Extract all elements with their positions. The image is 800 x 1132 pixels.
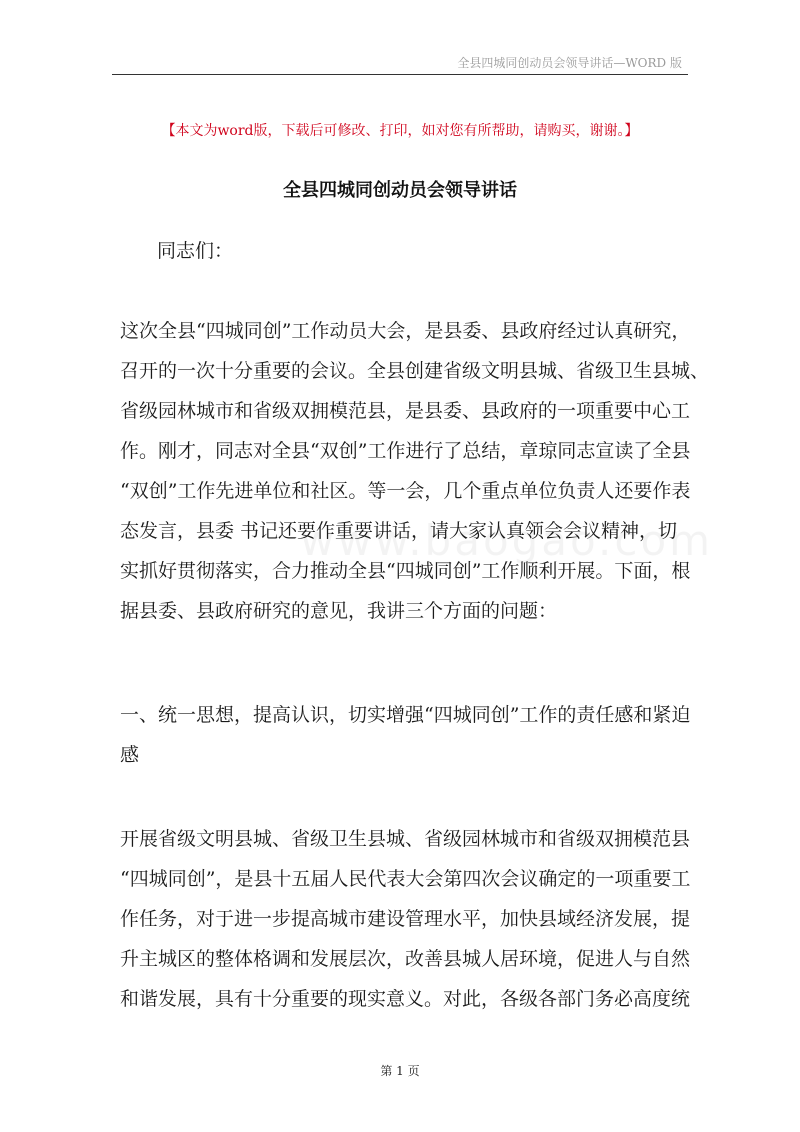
page-number: 第 1 页 <box>380 1064 420 1078</box>
salutation <box>120 236 686 276</box>
purchase-notice: 【本文为word版，下载后可修改、打印，如对您有所帮助，请购买，谢谢。】 <box>161 123 639 139</box>
paragraph-2 <box>120 824 691 1024</box>
header-rule <box>112 74 688 75</box>
section-heading <box>120 700 691 780</box>
text-line: 省级园林城市和省级双拥模范县，是县委、县政府的一项重要中心工 <box>120 400 691 422</box>
heading-line: 感 <box>120 744 140 766</box>
salutation-text: 同志们： <box>157 240 234 262</box>
text-line: 升主城区的整体格调和发展层次，改善县城人居环境，促进人与自然 <box>120 948 691 970</box>
text-line: “双创”工作先进单位和社区。等一会，几个重点单位负责人还要作表 <box>120 480 691 502</box>
text-line: 和谐发展，具有十分重要的现实意义。对此，各级各部门务必高度统 <box>120 988 691 1010</box>
text-line: “四城同创”，是县十五届人民代表大会第四次会议确定的一项重要工 <box>120 868 691 890</box>
heading-line: 一、统一思想，提高认识，切实增强“四城同创”工作的责任感和紧迫 <box>120 704 691 726</box>
text-line: 开展省级文明县城、省级卫生县城、省级园林城市和省级双拥模范县 <box>120 828 691 850</box>
document-title: 全县四城同创动员会领导讲话 <box>283 180 517 201</box>
text-line: 实抓好贯彻落实，合力推动全县“四城同创”工作顺利开展。下面，根 <box>120 560 691 582</box>
text-line: 这次全县“四城同创”工作动员大会，是县委、县政府经过认真研究， <box>120 320 691 342</box>
running-header: 全县四城同创动员会领导讲话—WORD 版 <box>457 56 682 70</box>
watermark <box>300 516 713 565</box>
paragraph-1 <box>120 316 710 656</box>
text-line: 据县委、县政府研究的意见，我讲三个方面的问题： <box>120 600 558 622</box>
text-line: 作。刚才，同志对全县“双创”工作进行了总结，章琼同志宣读了全县 <box>120 440 691 462</box>
text-line: 作任务，对于进一步提高城市建设管理水平，加快县域经济发展，提 <box>120 908 691 930</box>
text-line: 召开的一次十分重要的会议。全县创建省级文明县城、省级卫生县城、 <box>120 360 710 382</box>
text-line: 态发言，县委 书记还要作重要讲话，请大家认真领会会议精神，切 <box>120 520 678 542</box>
